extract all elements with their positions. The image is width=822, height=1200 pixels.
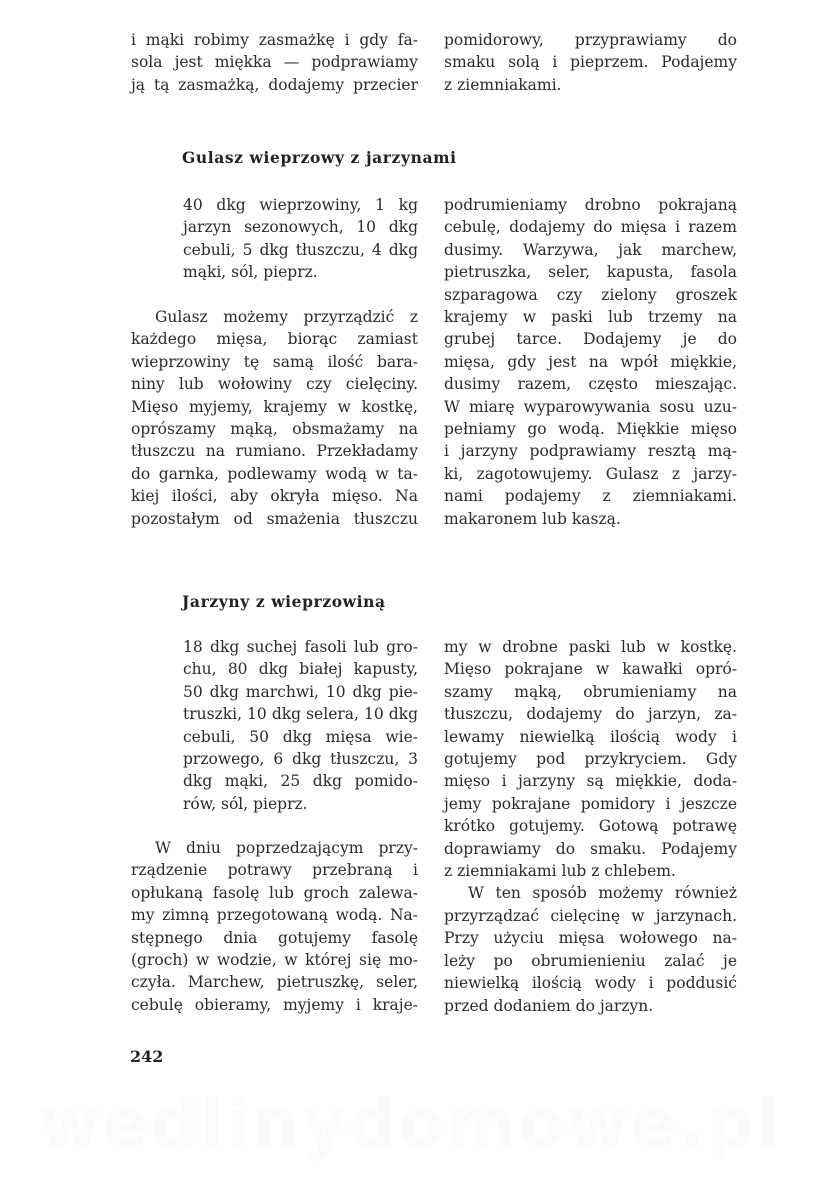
text-line: 18 dkg suchej fasoli lub gro- [183, 638, 418, 656]
page-number: 242 [130, 1047, 164, 1066]
text-line: nami podajemy z ziemniakami. [444, 487, 737, 506]
text-line: krótko gotujemy. Gotową potrawę [444, 817, 737, 836]
text-line: my zimną przegotowaną wodą. Na- [131, 906, 418, 925]
recipe-right-column [444, 636, 737, 1017]
text-line: W miarę wyparowywania sosu uzu- [444, 397, 737, 416]
text-line: niny lub wołowiny czy cielęciny. [131, 375, 418, 394]
top-right-column [444, 29, 737, 96]
text-line: my w drobne paski lub w kostkę. [444, 638, 737, 656]
text-line: szparagowa czy zielony groszek [444, 285, 737, 304]
text-line: smaku solą i pieprzem. Podajemy [444, 53, 737, 72]
text-line: kiej ilości, aby okryła mięso. Na [131, 487, 418, 506]
text-line: leży po obrumienieniu zalać je [444, 951, 737, 970]
text-line: chu, 80 dkg białej kapusty, [183, 660, 418, 679]
text-line: opłukaną fasolę lub groch zalewa- [131, 883, 418, 902]
text-line: pozostałym od smażenia tłuszczu [131, 509, 418, 528]
text-line: niewielką ilością wody i poddusić [444, 974, 737, 993]
text-line: (groch) w wodzie, w której się mo- [131, 951, 418, 970]
text-line: cebulę, dodajemy do mięsa i razem [444, 218, 737, 237]
text-line: szamy mąką, obrumieniamy na [444, 682, 737, 701]
text-line: jemy pokrajane pomidory i jeszcze [444, 794, 737, 813]
watermark: wedlinydomowe.pl [39, 1085, 783, 1162]
text-line: Gulasz możemy przyrządzić z [155, 308, 418, 326]
text-line: podrumieniamy drobno pokrajaną [444, 196, 737, 214]
text-line: z ziemniakami. [444, 75, 562, 94]
text-line: każdego mięsa, biorąc zamiast [131, 330, 418, 349]
text-line: rządzenie potrawy przebraną i [131, 861, 418, 880]
text-line: jarzyn sezonowych, 10 dkg [183, 218, 418, 237]
text-line: Mięso pokrajane w kawałki opró- [444, 660, 737, 679]
text-line: gotujemy pod przykryciem. Gdy [444, 750, 737, 769]
text-line: W dniu poprzedzającym przy- [155, 839, 418, 857]
text-line: dusimy. Warzywa, jak marchew, [444, 240, 737, 259]
text-line: pietruszka, seler, kapusta, fasola [444, 263, 737, 282]
text-line: i mąki robimy zasmażkę i gdy fa- [131, 31, 418, 49]
recipe-right-column [444, 194, 737, 530]
text-line: przowego, 6 dkg tłuszczu, 3 [183, 750, 418, 769]
text-line: mąki, sól, pieprz. [183, 263, 318, 282]
text-line: cebuli, 5 dkg tłuszczu, 4 dkg [183, 240, 418, 259]
text-line: tłuszczu, dodajemy do jarzyn, za- [444, 705, 737, 724]
text-line: oprószamy mąką, obsmażamy na [131, 420, 418, 439]
text-line: stępnego dnia gotujemy fasolę [131, 928, 418, 947]
text-line: rów, sól, pieprz. [183, 794, 308, 813]
top-left-column [131, 29, 418, 96]
text-line: mięsa, gdy jest na wpół miękkie, [444, 352, 737, 371]
text-line: doprawiamy do smaku. Podajemy [444, 839, 737, 858]
recipe-title: Jarzyny z wieprzowiną [182, 592, 386, 611]
text-line: wieprzowiny tę samą ilość bara- [131, 352, 418, 371]
text-line: grubej tarce. Dodajemy je do [444, 330, 737, 349]
text-line: cebulę obieramy, myjemy i kraje- [131, 995, 418, 1014]
text-line: przyrządzać cielęcinę w jarzynach. [444, 906, 737, 925]
text-line: czyła. Marchew, pietruszkę, seler, [131, 973, 418, 992]
ingredients-list [183, 194, 418, 284]
text-line: makaronem lub kaszą. [444, 509, 621, 528]
ingredients-list [183, 636, 418, 815]
recipe-left-column [131, 306, 418, 530]
text-line: pomidorowy, przyprawiamy do [444, 31, 737, 49]
text-line: lewamy niewielką ilością wody i [444, 727, 737, 746]
recipe-title: Gulasz wieprzowy z jarzynami [182, 148, 457, 167]
text-line: przed dodaniem do jarzyn. [444, 996, 654, 1015]
recipe-left-column [131, 837, 418, 1016]
text-line: z ziemniakami lub z chlebem. [444, 862, 676, 881]
text-line: W ten sposób możemy również [468, 884, 737, 903]
text-line: dkg mąki, 25 dkg pomido- [183, 772, 418, 791]
text-line: 40 dkg wieprzowiny, 1 kg [183, 196, 418, 214]
text-line: i jarzyny podprawiamy resztą mą- [444, 442, 737, 461]
text-line: do garnka, podlewamy wodą w ta- [131, 464, 418, 483]
text-line: dusimy razem, często mieszając. [444, 375, 737, 394]
text-line: Mięso myjemy, krajemy w kostkę, [131, 397, 418, 416]
text-line: Przy użyciu mięsa wołowego na- [444, 929, 737, 948]
text-line: truszki, 10 dkg selera, 10 dkg [183, 705, 418, 724]
text-line: sola jest miękka — podprawiamy [131, 53, 418, 72]
text-line: cebuli, 50 dkg mięsa wie- [183, 727, 418, 746]
text-line: 50 dkg marchwi, 10 dkg pie- [183, 682, 418, 701]
text-line: krajemy w paski lub trzemy na [444, 308, 737, 327]
text-line: mięso i jarzyny są miękkie, doda- [444, 772, 737, 791]
text-line: tłuszczu na rumiano. Przekładamy [131, 442, 418, 461]
text-line: pełniamy go wodą. Miękkie mięso [444, 420, 737, 439]
text-line: ją tą zasmażką, dodajemy przecier [131, 75, 418, 94]
text-line: ki, zagotowujemy. Gulasz z jarzy- [444, 464, 737, 483]
